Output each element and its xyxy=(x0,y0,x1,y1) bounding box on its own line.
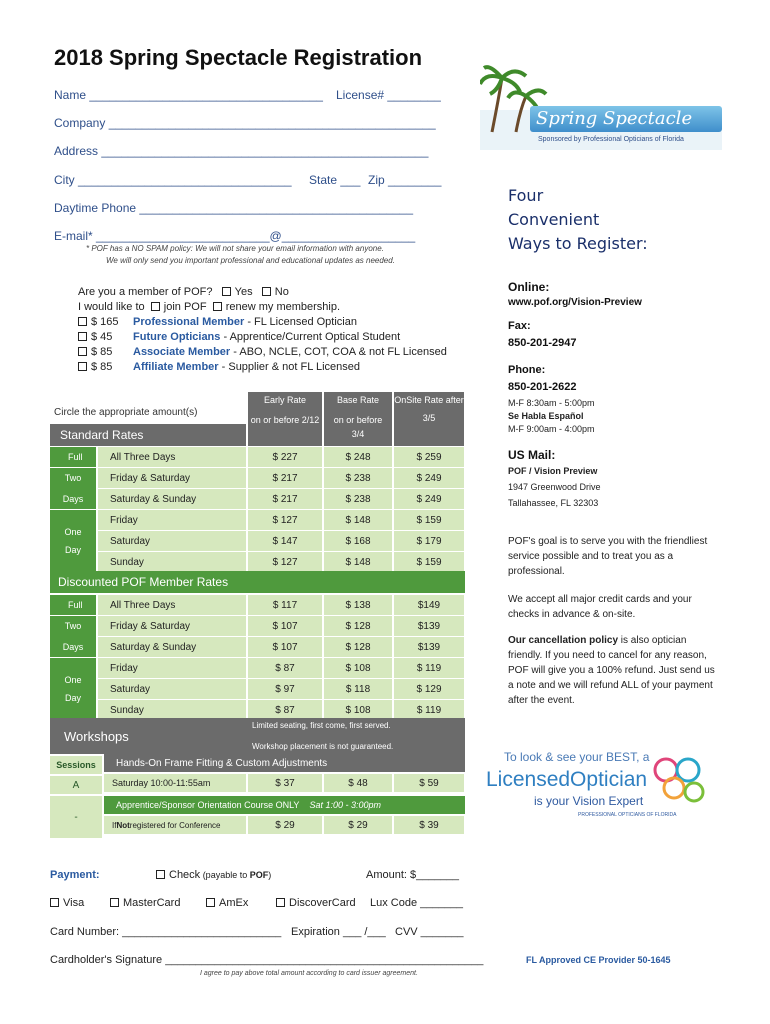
check-close: ) xyxy=(268,870,272,880)
rate-price-early[interactable]: $ 227 xyxy=(248,447,322,467)
group-one: One xyxy=(64,675,82,685)
orient-title: Apprentice/Sponsor Orientation Course ONLY xyxy=(116,800,300,810)
license-field[interactable]: License# ________ xyxy=(336,88,441,102)
cancel-text: is also optician friendly. If you need to cancel for any reason, POF will give you a 100% refund. Just send us a note and we will refund ALL of your payment after the event. xyxy=(508,635,715,706)
rate-price-base[interactable]: $ 148 xyxy=(324,552,392,572)
ad-line-1: To look & see your BEST, a xyxy=(504,750,650,764)
option-checkbox[interactable] xyxy=(78,317,87,326)
fax-heading: Fax: xyxy=(508,320,531,332)
spring-spectacle-logo xyxy=(480,62,722,150)
ad-line-3: is your Vision Expert xyxy=(534,794,644,808)
rate-price-base[interactable]: $ 118 xyxy=(324,679,392,699)
group-two-days xyxy=(50,468,96,509)
ways-title-1: Four xyxy=(508,186,544,205)
rate-row-label: Friday xyxy=(98,510,246,530)
cancel-policy xyxy=(508,633,716,708)
option-type: Professional Member xyxy=(133,316,245,328)
online-url[interactable]: www.pof.org/Vision-Preview xyxy=(508,297,642,308)
check-checkbox[interactable] xyxy=(156,870,165,879)
workshops-header: Workshops xyxy=(50,718,246,754)
page-title: 2018 Spring Spectacle Registration xyxy=(54,45,423,70)
ws-price-onsite[interactable]: $ 59 xyxy=(394,774,464,792)
orient-price-base[interactable]: $ 29 xyxy=(324,816,392,834)
rate-price-base[interactable]: $ 128 xyxy=(324,616,392,636)
discover-option[interactable] xyxy=(276,897,356,909)
renew-label: renew my membership. xyxy=(225,301,341,313)
rate-price-onsite[interactable]: $ 119 xyxy=(394,700,464,720)
group-full: Full xyxy=(50,595,96,615)
lux-code-field[interactable]: Lux Code _______ xyxy=(370,897,463,909)
phone-number: 850-201-2622 xyxy=(508,381,577,393)
rate-price-early[interactable]: $ 87 xyxy=(248,658,322,678)
membership-option[interactable] xyxy=(78,345,447,360)
rate-price-early[interactable]: $ 107 xyxy=(248,616,322,636)
rate-price-early[interactable]: $ 87 xyxy=(248,700,322,720)
rate-price-base[interactable]: $ 148 xyxy=(324,510,392,530)
membership-option[interactable] xyxy=(78,330,447,345)
option-checkbox[interactable] xyxy=(78,362,87,371)
base-sub: on or before xyxy=(333,415,383,425)
rate-price-early[interactable]: $ 127 xyxy=(248,552,322,572)
orient-time: Sat 1:00 - 3:00pm xyxy=(309,800,381,810)
rate-row-label: All Three Days xyxy=(98,447,246,467)
goal-text: POF's goal is to serve you with the friendliest service possible and to treat you as a professional. xyxy=(508,536,708,577)
base-label: Base Rate xyxy=(336,395,380,405)
discover-label: DiscoverCard xyxy=(289,897,356,909)
member-question-text: Are you a member of POF? xyxy=(78,286,213,298)
rate-price-onsite[interactable]: $ 159 xyxy=(394,510,464,530)
rate-row-label: Sunday xyxy=(98,700,246,720)
group-day: Day xyxy=(64,545,81,555)
zip-field[interactable]: Zip ________ xyxy=(368,173,442,187)
option-desc: - Apprentice/Current Optical Student xyxy=(220,331,401,343)
mail-heading: US Mail: xyxy=(508,448,556,462)
spam-note-2: We will only send you important professional and educational updates as needed. xyxy=(106,256,395,265)
ways-title-2: Convenient xyxy=(508,210,600,229)
yes-label: Yes xyxy=(234,286,253,298)
rate-row-label: All Three Days xyxy=(98,595,246,615)
rate-row-label: Saturday & Sunday xyxy=(98,489,246,509)
rate-row-label: Friday & Saturday xyxy=(98,468,246,488)
rate-row-label: Saturday xyxy=(98,679,246,699)
amount-field[interactable]: Amount: $_______ xyxy=(366,869,459,881)
phone-heading: Phone: xyxy=(508,364,546,376)
mail-address: 1947 Greenwood Drive xyxy=(508,482,601,492)
fax-number: 850-201-2947 xyxy=(508,337,577,349)
option-checkbox[interactable] xyxy=(78,332,87,341)
base-rate-header xyxy=(324,392,392,446)
rate-price-early[interactable]: $ 97 xyxy=(248,679,322,699)
mail-city: Tallahassee, FL 32303 xyxy=(508,498,599,508)
mastercard-option[interactable] xyxy=(110,897,180,909)
rate-row-label: Sunday xyxy=(98,552,246,572)
rate-price-early[interactable]: $ 147 xyxy=(248,531,322,551)
spam-note: * POF has a NO SPAM policy: We will not share your email information with anyone. xyxy=(86,244,384,253)
daytime-phone-field[interactable]: Daytime Phone _________________________________________ xyxy=(54,201,414,215)
mastercard-label: MasterCard xyxy=(123,897,181,909)
join-checkbox[interactable] xyxy=(151,302,160,311)
workshop-notes xyxy=(246,718,465,754)
join-label: join POF xyxy=(163,301,207,313)
expiration-field[interactable]: Expiration ___ /___ xyxy=(291,926,386,938)
ws-note-2: Workshop placement is not guaranteed. xyxy=(252,742,394,751)
name-field[interactable]: Name ___________________________________ xyxy=(54,88,323,102)
ways-title-3: Ways to Register: xyxy=(508,234,648,253)
phone-hours: M-F 8:30am - 5:00pm xyxy=(508,398,595,408)
ad-line-2: LicensedOptician xyxy=(486,768,648,791)
agree-note: I agree to pay above total amount according to card issuer agreement. xyxy=(200,970,418,977)
group-one: One xyxy=(64,527,82,537)
rate-price-base[interactable]: $ 248 xyxy=(324,447,392,467)
sessions-label: Sessions xyxy=(50,756,102,774)
check-option[interactable] xyxy=(156,869,271,881)
group-one-day xyxy=(50,510,96,572)
member-action xyxy=(78,300,340,315)
rate-price-onsite[interactable]: $ 159 xyxy=(394,552,464,572)
rate-price-onsite[interactable]: $149 xyxy=(394,595,464,615)
check-note: (payable to xyxy=(200,870,250,880)
ws-price-base[interactable]: $ 48 xyxy=(324,774,392,792)
orient-price-onsite[interactable]: $ 39 xyxy=(394,816,464,834)
online-heading: Online: xyxy=(508,280,550,294)
visa-option[interactable] xyxy=(50,897,84,909)
spanish-line: Se Habla Español xyxy=(508,411,584,421)
rate-price-base[interactable]: $ 238 xyxy=(324,468,392,488)
like-text: I would like to xyxy=(78,301,145,313)
base-date: 3/4 xyxy=(351,429,365,439)
rate-row-label: Saturday xyxy=(98,531,246,551)
orient-not: Not xyxy=(116,820,130,830)
rate-row-label: Friday & Saturday xyxy=(98,616,246,636)
orientation-session: - xyxy=(50,796,102,838)
amex-label: AmEx xyxy=(219,897,249,909)
membership-option[interactable] xyxy=(78,360,447,375)
rate-price-early[interactable]: $ 217 xyxy=(248,489,322,509)
workshop-title: Hands-On Frame Fitting & Custom Adjustments xyxy=(104,754,465,772)
cvv-field[interactable]: CVV _______ xyxy=(395,926,464,938)
rate-price-base[interactable]: $ 168 xyxy=(324,531,392,551)
ce-provider: FL Approved CE Provider 50-1645 xyxy=(526,955,671,965)
yes-checkbox[interactable] xyxy=(222,287,231,296)
visa-checkbox[interactable] xyxy=(50,898,59,907)
option-desc: - ABO, NCLE, COT, COA & not FL Licensed xyxy=(230,346,447,358)
cancel-bold: Our cancellation policy xyxy=(508,635,619,646)
group-full: Full xyxy=(50,447,96,467)
address-field[interactable]: Address _________________________________________________ xyxy=(54,144,429,158)
ad-small: PROFESSIONAL OPTICIANS OF FLORIDA xyxy=(578,812,677,818)
rate-price-onsite[interactable]: $ 129 xyxy=(394,679,464,699)
onsite-date: 3/5 xyxy=(422,413,436,423)
no-label: No xyxy=(274,286,289,298)
rate-price-early[interactable]: $ 217 xyxy=(248,468,322,488)
membership-option[interactable] xyxy=(78,315,447,330)
rate-price-base[interactable]: $ 138 xyxy=(324,595,392,615)
option-desc: - Supplier & not FL Licensed xyxy=(218,361,361,373)
onsite-rate-header xyxy=(394,392,464,446)
city-field[interactable]: City ________________________________ xyxy=(54,173,292,187)
rate-price-base[interactable]: $ 128 xyxy=(324,637,392,657)
option-type: Affiliate Member xyxy=(133,361,219,373)
discover-checkbox[interactable] xyxy=(276,898,285,907)
circle-instruction: Circle the appropriate amount(s) xyxy=(54,407,198,418)
option-price: $ 85 xyxy=(91,361,113,373)
rate-price-early[interactable]: $ 127 xyxy=(248,510,322,530)
no-checkbox[interactable] xyxy=(262,287,271,296)
rate-row-label: Saturday & Sunday xyxy=(98,637,246,657)
logo-name: Spring Spectacle xyxy=(530,106,722,132)
option-type: Associate Member xyxy=(133,346,231,358)
company-field[interactable]: Company _________________________________________________ xyxy=(54,116,436,130)
orient-price-early[interactable]: $ 29 xyxy=(248,816,322,834)
check-pof: POF xyxy=(249,870,269,880)
group-two-days xyxy=(50,616,96,657)
rate-price-early[interactable]: $ 107 xyxy=(248,637,322,657)
rate-price-onsite[interactable]: $139 xyxy=(394,637,464,657)
signature-field[interactable]: Cardholder's Signature ____________________________________________________ xyxy=(50,954,484,966)
rate-price-onsite[interactable]: $ 119 xyxy=(394,658,464,678)
orient-if: If xyxy=(112,820,117,830)
mail-name: POF / Vision Preview xyxy=(508,466,598,476)
group-day: Day xyxy=(64,693,81,703)
logo-sponsor: Sponsored by Professional Opticians of Florida xyxy=(538,136,684,143)
onsite-label: OnSite Rate after xyxy=(394,395,464,405)
rate-price-onsite[interactable]: $ 259 xyxy=(394,447,464,467)
payment-label: Payment: xyxy=(50,869,100,881)
member-question xyxy=(78,285,289,300)
glasses-icon xyxy=(646,748,706,808)
card-number-field[interactable]: Card Number: __________________________ xyxy=(50,926,282,938)
visa-label: Visa xyxy=(63,897,85,909)
option-price: $ 45 xyxy=(91,331,113,343)
rate-price-onsite[interactable]: $ 249 xyxy=(394,489,464,509)
option-type: Future Opticians xyxy=(133,331,221,343)
group-two: Two xyxy=(64,473,82,484)
rate-price-base[interactable]: $ 108 xyxy=(324,700,392,720)
orient-rest: registered for Conference xyxy=(129,820,221,830)
licensed-optician-ad xyxy=(486,748,718,828)
discounted-rates-header: Discounted POF Member Rates xyxy=(50,571,465,593)
rate-price-onsite[interactable]: $139 xyxy=(394,616,464,636)
early-label: Early Rate xyxy=(263,395,307,405)
state-field[interactable]: State ___ xyxy=(309,173,361,187)
rate-row-label: Friday xyxy=(98,658,246,678)
group-days: Days xyxy=(62,493,84,504)
check-label: Check xyxy=(169,869,201,881)
option-desc: - FL Licensed Optician xyxy=(244,316,357,328)
group-two: Two xyxy=(64,621,82,632)
option-price: $ 85 xyxy=(91,346,113,358)
early-sub: on or before 2/12 xyxy=(250,415,320,425)
mastercard-checkbox[interactable] xyxy=(110,898,119,907)
session-a: A xyxy=(50,776,102,794)
amex-checkbox[interactable] xyxy=(206,898,215,907)
amex-option[interactable] xyxy=(206,897,248,909)
orientation-note xyxy=(104,816,246,834)
rate-price-base[interactable]: $ 108 xyxy=(324,658,392,678)
standard-rates-header: Standard Rates xyxy=(50,424,246,446)
orientation-title xyxy=(104,796,465,814)
spanish-hours: M-F 9:00am - 4:00pm xyxy=(508,424,595,434)
group-one-day xyxy=(50,658,96,720)
membership-options xyxy=(78,315,447,375)
workshop-time: Saturday 10:00-11:55am xyxy=(104,774,246,792)
rate-price-onsite[interactable]: $ 179 xyxy=(394,531,464,551)
renew-checkbox[interactable] xyxy=(213,302,222,311)
ws-price-early[interactable]: $ 37 xyxy=(248,774,322,792)
email-field[interactable]: E-mail* __________________________@____________________ xyxy=(54,229,416,243)
rate-price-early[interactable]: $ 117 xyxy=(248,595,322,615)
cards-text: We accept all major credit cards and your checks in advance & on-site. xyxy=(508,594,692,620)
rate-price-base[interactable]: $ 238 xyxy=(324,489,392,509)
option-checkbox[interactable] xyxy=(78,347,87,356)
option-price: $ 165 xyxy=(91,316,119,328)
early-rate-header xyxy=(248,392,322,446)
rate-price-onsite[interactable]: $ 249 xyxy=(394,468,464,488)
group-days: Days xyxy=(62,641,84,652)
ws-note-1: Limited seating, first come, first served. xyxy=(252,721,391,730)
